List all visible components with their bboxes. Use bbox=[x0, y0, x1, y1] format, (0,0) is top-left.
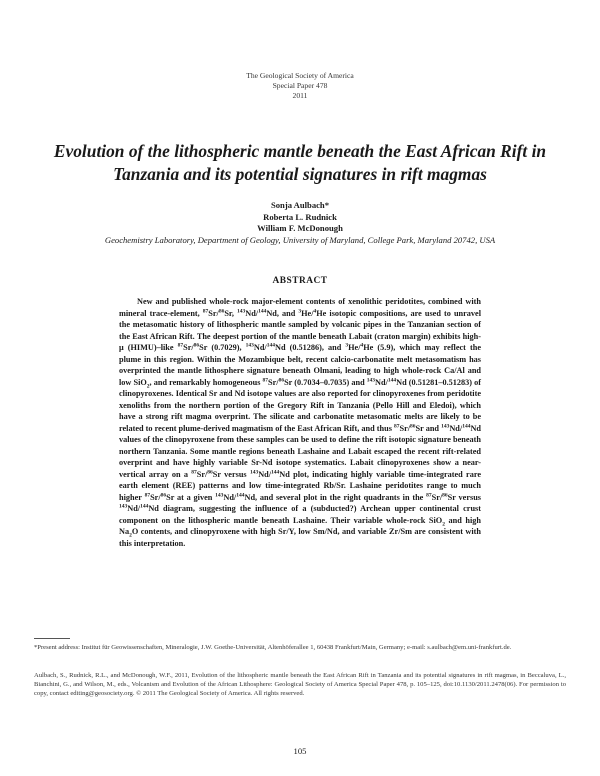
journal-name: The Geological Society of America bbox=[246, 71, 354, 80]
author-name: Sonja Aulbach* bbox=[270, 200, 330, 210]
author-name: William F. McDonough bbox=[257, 223, 343, 233]
abstract-heading: ABSTRACT bbox=[272, 276, 328, 286]
author-list bbox=[0, 200, 600, 235]
footnote-divider bbox=[34, 638, 70, 639]
paper-title: Evolution of the lithospheric mantle beneath the East African Rift in Tanzania and its potential signatures in rift magmas bbox=[53, 141, 547, 184]
citation-block: Aulbach, S., Rudnick, R.L., and McDonough, W.F., 2011, Evolution of the lithospheric mantle beneath the East African Rift in Tanzania and its potential signatures in rift magmas, in Beccaluva, L., Bianchini, G., and Wilson, M., eds., Volcanism and Evolution of the African Lithosphere: Geological Society of America Special Paper 478, p. 105–125, doi:10.1130/2011.2478(06). For permission to copy, contact editing@geosociety.org. © 2011 The Geological Society of America. All rights reserved. bbox=[34, 672, 566, 697]
page-number: 105 bbox=[293, 746, 307, 756]
publication-year: 2011 bbox=[292, 91, 308, 100]
author-affiliation: Geochemistry Laboratory, Department of Geology, University of Maryland, College Park, Maryland 20742, USA bbox=[104, 235, 496, 245]
author-name: Roberta L. Rudnick bbox=[263, 211, 337, 222]
special-paper-number: Special Paper 478 bbox=[272, 81, 328, 90]
journal-header bbox=[0, 71, 600, 101]
abstract-body: New and published whole-rock major-element contents of xenolithic peridotites, combined with mineral trace-element, $^{87}$Sr/$^{86}$Sr, $^{143}$Nd/$^{144}$Nd, and $^3$He/$^4$He isotopic compositions, are used to unravel the metasomatic history of lithospheric mantle sampled by volcanic pipes in the Tanzanian section of the East African Rift. The deepest portion of the mantle beneath Labait (craton margin) exhibits high-μ (HIMU)–like $^{87}$Sr/$^{86}$Sr (0.7029), $^{143}$Nd/$^{144}$Nd (0.51286), and $^3$He/$^4$He (5.9), which may reflect the plume in this region. Within the Mozambique belt, recent calcio-carbonatite melt metasomatism has overprinted the mantle lithosphere signature beneath Olmani, leading to high whole-rock Ca/Al and low SiO$_2$, and remarkably homogeneous $^{87}$Sr/$^{86}$Sr (0.7034–0.7035) and $^{143}$Nd/$^{144}$Nd (0.51281–0.51283) of clinopyroxenes. Identical Sr and Nd isotope values are also reported for clinopyroxenes from peridotite xenoliths from the northern portion of the Gregory Rift in Tanzania (Pello Hill and Eledoi), which have a strong rift magma overprint. The silicate and carbonatite metasomatic melts are likely to be related to recent plume-derived magmatism of the East African Rift, and thus $^{87}$Sr/$^{86}$Sr and $^{143}$Nd/$^{144}$Nd values of the clinopyroxene from these samples can be used to define the rift isotopic signature beneath northern Tanzania. Some mantle regions beneath Lashaine and Labait escaped the recent rift-related overprint and have highly variable Sr-Nd isotope systematics. Labait clinopyroxenes show a near-vertical array on a $^{87}$Sr/$^{86}$Sr versus $^{143}$Nd/$^{144}$Nd plot, indicating highly variable time-integrated rare earth element (REE) patterns and low time-integrated Rb/Sr. Lashaine peridotites range to much higher $^{87}$Sr/$^{86}$Sr at a given $^{143}$Nd/$^{144}$Nd, and several plot in the right quadrants in the $^{87}$Sr/$^{86}$Sr versus $^{143}$Nd/$^{144}$Nd diagram, suggesting the influence of a (subducted?) Archean upper continental crust component on the lithospheric mantle beneath Lashaine. Their variable whole-rock SiO$_2$ and high $Na_2O$ contents, and clinopyroxene with high Sr/Y, low Sm/Nd, and variable Zr/Sm are consistent with this interpretation. bbox=[119, 297, 482, 548]
author-footnote: *Present address: Institut für Geowissenschaften, Mineralogie, J.W. Goethe-Universität, Altenhöferallee 1, 60438 Frankfurt/Main, Germany; e-mail: s.aulbach@em.uni-frankfurt.de. bbox=[34, 644, 512, 651]
